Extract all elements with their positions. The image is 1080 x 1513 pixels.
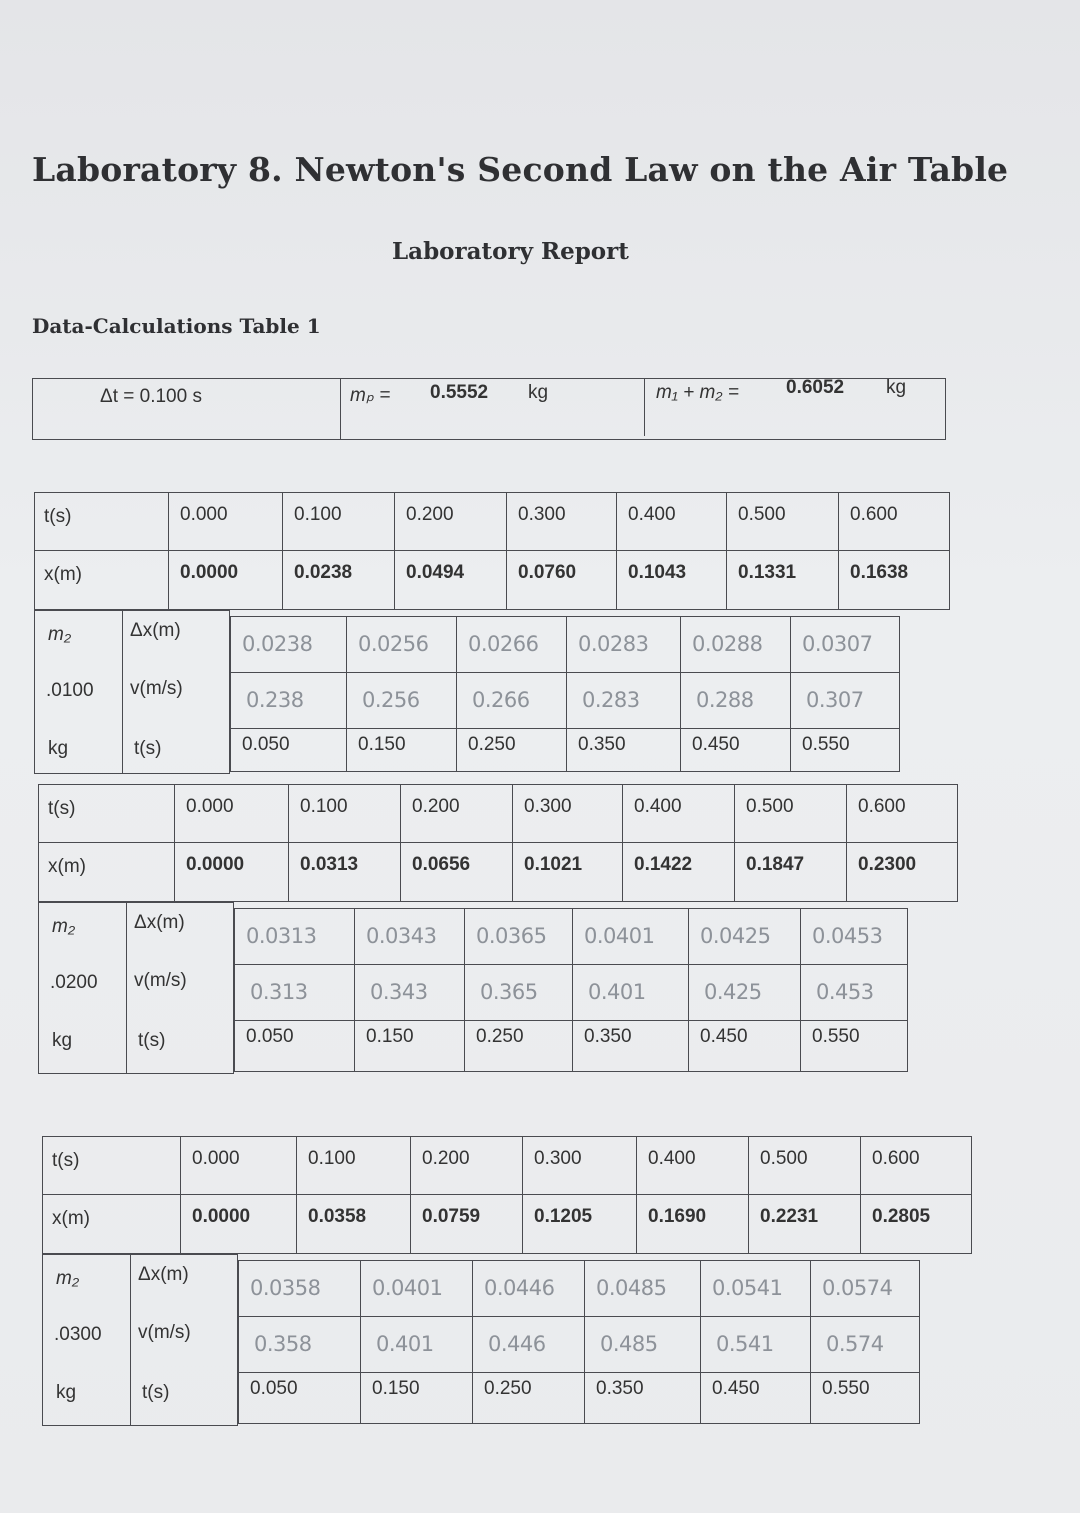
calc-row-divider [230, 728, 900, 729]
time-cell: 0.300 [524, 796, 572, 817]
grid-col-divider [616, 492, 617, 610]
m12-value: 0.6052 [786, 377, 845, 398]
time-cell: 0.600 [872, 1148, 920, 1169]
m12-unit: kg [886, 377, 907, 398]
v-row-label: v(m/s) [134, 970, 187, 991]
calc-col-divider [800, 908, 801, 1072]
dx-cell: 0.0266 [468, 632, 539, 656]
time-position-grid [42, 1136, 972, 1254]
grid-col-divider [838, 492, 839, 610]
time-cell: 0.200 [406, 504, 454, 525]
time-cell: 0.200 [412, 796, 460, 817]
tmid-cell: 0.150 [372, 1378, 420, 1399]
position-cell: 0.1331 [738, 562, 797, 583]
tmid-cell: 0.550 [812, 1026, 860, 1047]
dx-row-label: Δx(m) [134, 912, 185, 933]
t-row-label: t(s) [48, 798, 76, 819]
tmid-cell: 0.350 [578, 734, 626, 755]
v-cell: 0.283 [582, 688, 640, 712]
v-cell: 0.256 [362, 688, 420, 712]
calc-col-divider [810, 1260, 811, 1424]
dx-cell: 0.0313 [246, 924, 317, 948]
tmid-cell: 0.250 [484, 1378, 532, 1399]
label-col-divider [126, 902, 127, 1074]
time-cell: 0.000 [186, 796, 234, 817]
calc-col-divider [584, 1260, 585, 1424]
v-cell: 0.401 [376, 1332, 434, 1356]
m2-value: .0100 [46, 680, 94, 701]
grid-col-divider [410, 1136, 411, 1254]
grid-col-divider [622, 784, 623, 902]
tmid-row-label: t(s) [138, 1030, 166, 1051]
v-cell: 0.343 [370, 980, 428, 1004]
grid-col-divider [180, 1136, 181, 1254]
v-cell: 0.288 [696, 688, 754, 712]
position-cell: 0.1043 [628, 562, 687, 583]
dx-cell: 0.0365 [476, 924, 547, 948]
mp-label: mₚ = [350, 385, 391, 406]
dx-cell: 0.0343 [366, 924, 437, 948]
v-row-label: v(m/s) [138, 1322, 191, 1343]
dx-cell: 0.0401 [372, 1276, 443, 1300]
grid-row-divider [34, 550, 950, 551]
calc-col-divider [790, 616, 791, 772]
grid-col-divider [748, 1136, 749, 1254]
v-cell: 0.453 [816, 980, 874, 1004]
position-cell: 0.0000 [186, 854, 245, 875]
v-cell: 0.238 [246, 688, 304, 712]
dx-cell: 0.0288 [692, 632, 763, 656]
position-cell: 0.2300 [858, 854, 917, 875]
grid-col-divider [282, 492, 283, 610]
label-col-divider [130, 1254, 131, 1426]
dx-cell: 0.0541 [712, 1276, 783, 1300]
tmid-cell: 0.050 [250, 1378, 298, 1399]
position-cell: 0.1847 [746, 854, 805, 875]
calc-col-divider [572, 908, 573, 1072]
grid-col-divider [288, 784, 289, 902]
grid-col-divider [296, 1136, 297, 1254]
v-cell: 0.266 [472, 688, 530, 712]
time-position-grid [38, 784, 958, 902]
grid-col-divider [400, 784, 401, 902]
position-cell: 0.0238 [294, 562, 353, 583]
calc-row-divider [238, 1316, 920, 1317]
calc-data-grid [230, 616, 900, 772]
v-cell: 0.401 [588, 980, 646, 1004]
mp-value: 0.5552 [430, 382, 489, 403]
tmid-cell: 0.250 [476, 1026, 524, 1047]
time-cell: 0.100 [308, 1148, 356, 1169]
grid-col-divider [522, 1136, 523, 1254]
position-cell: 0.1638 [850, 562, 909, 583]
m2-unit: kg [52, 1030, 73, 1051]
v-cell: 0.313 [250, 980, 308, 1004]
dx-cell: 0.0574 [822, 1276, 893, 1300]
position-cell: 0.0000 [192, 1206, 251, 1227]
grid-col-divider [512, 784, 513, 902]
tmid-row-label: t(s) [142, 1382, 170, 1403]
calc-data-grid [234, 908, 908, 1072]
report-subtitle: Laboratory Report [392, 238, 629, 265]
constants-divider-1 [340, 378, 341, 440]
dx-cell: 0.0401 [584, 924, 655, 948]
position-cell: 0.1690 [648, 1206, 707, 1227]
time-cell: 0.300 [534, 1148, 582, 1169]
dx-row-label: Δx(m) [130, 620, 181, 641]
m2-value: .0200 [50, 972, 98, 993]
calc-row-divider [230, 672, 900, 673]
calc-row-divider [238, 1372, 920, 1373]
v-cell: 0.425 [704, 980, 762, 1004]
time-cell: 0.600 [858, 796, 906, 817]
mp-unit: kg [528, 382, 549, 403]
tmid-cell: 0.550 [802, 734, 850, 755]
grid-col-divider [860, 1136, 861, 1254]
tmid-row-label: t(s) [134, 738, 162, 759]
calc-col-divider [680, 616, 681, 772]
table-label: Data-Calculations Table 1 [32, 314, 321, 338]
position-cell: 0.0494 [406, 562, 465, 583]
calc-col-divider [472, 1260, 473, 1424]
calc-col-divider [688, 908, 689, 1072]
position-cell: 0.0760 [518, 562, 577, 583]
calc-col-divider [354, 908, 355, 1072]
time-cell: 0.500 [746, 796, 794, 817]
calc-col-divider [700, 1260, 701, 1424]
time-cell: 0.100 [294, 504, 342, 525]
v-cell: 0.541 [716, 1332, 774, 1356]
position-cell: 0.1422 [634, 854, 693, 875]
position-cell: 0.0759 [422, 1206, 481, 1227]
label-col-divider [122, 610, 123, 774]
calc-col-divider [360, 1260, 361, 1424]
time-position-grid [34, 492, 950, 610]
tmid-cell: 0.450 [700, 1026, 748, 1047]
calc-row-divider [234, 964, 908, 965]
dx-cell: 0.0485 [596, 1276, 667, 1300]
grid-row-divider [38, 842, 958, 843]
v-cell: 0.446 [488, 1332, 546, 1356]
dx-cell: 0.0446 [484, 1276, 555, 1300]
time-cell: 0.500 [738, 504, 786, 525]
m2-unit: kg [48, 738, 69, 759]
tmid-cell: 0.350 [584, 1026, 632, 1047]
dx-cell: 0.0453 [812, 924, 883, 948]
dx-cell: 0.0283 [578, 632, 649, 656]
x-row-label: x(m) [44, 564, 82, 585]
grid-col-divider [506, 492, 507, 610]
grid-row-divider [42, 1194, 972, 1195]
dx-row-label: Δx(m) [138, 1264, 189, 1285]
dx-cell: 0.0256 [358, 632, 429, 656]
m2-value: .0300 [54, 1324, 102, 1345]
dt-label: Δt = 0.100 s [100, 386, 202, 407]
position-cell: 0.2805 [872, 1206, 931, 1227]
tmid-cell: 0.050 [242, 734, 290, 755]
position-cell: 0.0313 [300, 854, 359, 875]
v-cell: 0.307 [806, 688, 864, 712]
m2-label: m₂ [56, 1268, 80, 1289]
tmid-cell: 0.350 [596, 1378, 644, 1399]
grid-col-divider [168, 492, 169, 610]
time-cell: 0.000 [192, 1148, 240, 1169]
calc-col-divider [566, 616, 567, 772]
tmid-cell: 0.450 [712, 1378, 760, 1399]
tmid-cell: 0.550 [822, 1378, 870, 1399]
dx-cell: 0.0307 [802, 632, 873, 656]
t-row-label: t(s) [44, 506, 72, 527]
position-cell: 0.0358 [308, 1206, 367, 1227]
tmid-cell: 0.450 [692, 734, 740, 755]
time-cell: 0.600 [850, 504, 898, 525]
grid-col-divider [726, 492, 727, 610]
grid-col-divider [174, 784, 175, 902]
v-cell: 0.358 [254, 1332, 312, 1356]
position-cell: 0.1205 [534, 1206, 593, 1227]
calc-col-divider [346, 616, 347, 772]
tmid-cell: 0.150 [358, 734, 406, 755]
time-cell: 0.400 [648, 1148, 696, 1169]
time-cell: 0.400 [634, 796, 682, 817]
m12-label: m₁ + m₂ = [656, 382, 739, 403]
time-cell: 0.300 [518, 504, 566, 525]
dx-cell: 0.0358 [250, 1276, 321, 1300]
x-row-label: x(m) [48, 856, 86, 877]
tmid-cell: 0.050 [246, 1026, 294, 1047]
position-cell: 0.1021 [524, 854, 583, 875]
page-title: Laboratory 8. Newton's Second Law on the Air Table [32, 150, 1009, 189]
dx-cell: 0.0425 [700, 924, 771, 948]
m2-unit: kg [56, 1382, 77, 1403]
calc-col-divider [456, 616, 457, 772]
grid-col-divider [846, 784, 847, 902]
calc-col-divider [464, 908, 465, 1072]
t-row-label: t(s) [52, 1150, 80, 1171]
grid-col-divider [394, 492, 395, 610]
grid-col-divider [636, 1136, 637, 1254]
tmid-cell: 0.150 [366, 1026, 414, 1047]
time-cell: 0.400 [628, 504, 676, 525]
constants-divider-2 [644, 378, 645, 436]
time-cell: 0.000 [180, 504, 228, 525]
calc-data-grid [238, 1260, 920, 1424]
time-cell: 0.500 [760, 1148, 808, 1169]
v-row-label: v(m/s) [130, 678, 183, 699]
dx-cell: 0.0238 [242, 632, 313, 656]
position-cell: 0.0000 [180, 562, 239, 583]
tmid-cell: 0.250 [468, 734, 516, 755]
v-cell: 0.365 [480, 980, 538, 1004]
position-cell: 0.2231 [760, 1206, 819, 1227]
x-row-label: x(m) [52, 1208, 90, 1229]
position-cell: 0.0656 [412, 854, 471, 875]
m2-label: m₂ [52, 916, 76, 937]
calc-row-divider [234, 1020, 908, 1021]
v-cell: 0.574 [826, 1332, 884, 1356]
time-cell: 0.100 [300, 796, 348, 817]
m2-label: m₂ [48, 624, 72, 645]
grid-col-divider [734, 784, 735, 902]
v-cell: 0.485 [600, 1332, 658, 1356]
time-cell: 0.200 [422, 1148, 470, 1169]
